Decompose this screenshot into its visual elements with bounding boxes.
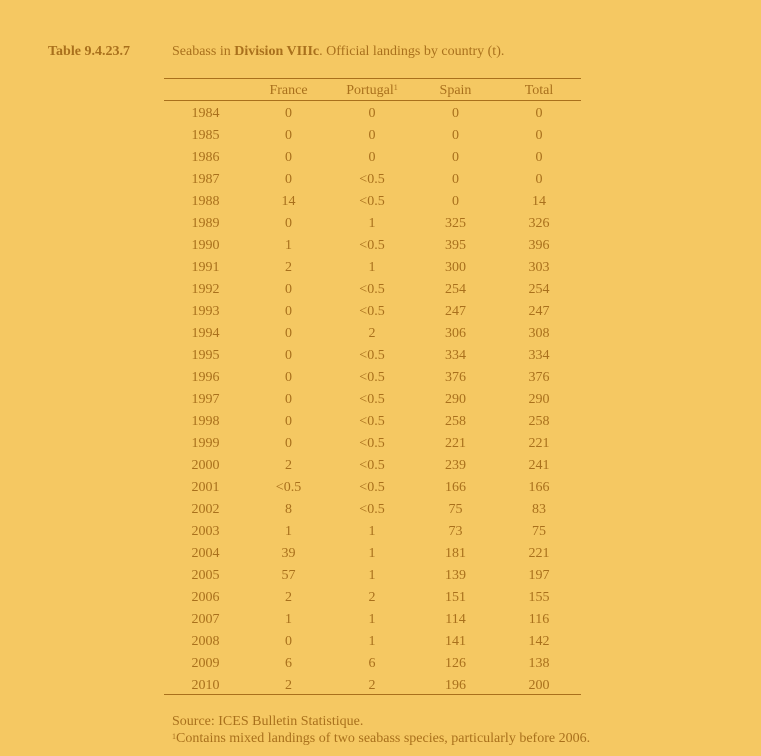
cell-total: 247 (528, 304, 550, 319)
cell-total: 0 (535, 172, 543, 187)
table-number: Table 9.4.23.7 (48, 44, 130, 59)
landings-table (164, 81, 581, 697)
cell-france: 0 (285, 304, 292, 319)
cell-year: 1992 (191, 282, 220, 297)
cell-portugal: 1 (368, 612, 376, 627)
cell-year: 1989 (191, 216, 220, 231)
table-row (164, 103, 581, 125)
cell-france: 0 (285, 370, 292, 385)
cell-total: 155 (528, 590, 550, 605)
cell-portugal: <0.5 (359, 348, 385, 363)
title-division: Division VIIIc (234, 44, 320, 59)
cell-france: 0 (285, 172, 292, 187)
cell-total: 376 (528, 370, 550, 385)
table-row (164, 235, 581, 257)
cell-total: 0 (535, 150, 543, 165)
cell-france: 0 (285, 634, 292, 649)
cell-year: 1985 (191, 128, 220, 143)
table-row (164, 147, 581, 169)
cell-portugal: 1 (368, 524, 376, 539)
cell-total: 254 (528, 282, 550, 297)
cell-total: 14 (532, 194, 546, 209)
cell-portugal: 6 (368, 656, 376, 671)
table-row (164, 323, 581, 345)
footnote-mark: 1 (172, 732, 176, 741)
cell-portugal: <0.5 (359, 172, 385, 187)
table-row (164, 653, 581, 675)
cell-year: 2010 (191, 678, 220, 693)
cell-year: 2002 (191, 502, 220, 517)
cell-france: 0 (285, 106, 292, 121)
table-row (164, 125, 581, 147)
cell-total: 241 (528, 458, 550, 473)
table-row (164, 521, 581, 543)
cell-france: 39 (281, 546, 296, 561)
cell-france: 2 (285, 260, 292, 275)
cell-france: 0 (285, 414, 292, 429)
table-notes (172, 713, 590, 747)
cell-spain: 258 (445, 414, 466, 429)
cell-spain: 75 (448, 502, 463, 517)
cell-total: 258 (528, 414, 550, 429)
table-header-row (164, 81, 581, 101)
cell-year: 1996 (191, 370, 220, 385)
cell-spain: 0 (452, 128, 459, 143)
cell-total: 303 (528, 260, 550, 275)
table-row (164, 169, 581, 191)
cell-portugal: <0.5 (359, 436, 385, 451)
table-row (164, 389, 581, 411)
cell-total: 83 (532, 502, 546, 517)
cell-france: 0 (285, 392, 292, 407)
cell-portugal: <0.5 (359, 392, 385, 407)
cell-year: 2007 (191, 612, 220, 627)
cell-france: <0.5 (275, 480, 302, 495)
table-row (164, 565, 581, 587)
cell-year: 2006 (191, 590, 220, 605)
cell-spain: 221 (445, 436, 466, 451)
title-suffix: . Official landings by country (t). (319, 44, 505, 59)
cell-spain: 0 (452, 194, 459, 209)
table-row (164, 191, 581, 213)
table-row (164, 631, 581, 653)
cell-portugal: <0.5 (359, 194, 385, 209)
cell-total: 197 (528, 568, 550, 583)
cell-spain: 114 (445, 612, 466, 627)
cell-portugal: 1 (368, 568, 376, 583)
cell-spain: 239 (445, 458, 466, 473)
cell-spain: 166 (445, 480, 466, 495)
table-row (164, 455, 581, 477)
table-row (164, 213, 581, 235)
cell-portugal: <0.5 (359, 458, 385, 473)
cell-france: 1 (285, 612, 292, 627)
cell-france: 0 (285, 150, 292, 165)
cell-year: 2001 (191, 480, 220, 495)
table-row (164, 301, 581, 323)
cell-total: 200 (528, 678, 550, 693)
cell-spain: 126 (445, 656, 466, 671)
cell-year: 1999 (191, 436, 220, 451)
header-total: Total (524, 83, 554, 98)
cell-year: 2005 (191, 568, 220, 583)
cell-portugal: 2 (368, 590, 376, 605)
cell-total: 142 (528, 634, 550, 649)
title-prefix: Seabass in (172, 44, 235, 59)
cell-portugal: 1 (368, 260, 376, 275)
table-row (164, 411, 581, 433)
cell-total: 396 (528, 238, 550, 253)
table-row (164, 279, 581, 301)
cell-year: 1993 (191, 304, 220, 319)
cell-year: 1986 (191, 150, 220, 165)
cell-year: 1998 (191, 414, 220, 429)
cell-total: 221 (528, 546, 550, 561)
cell-portugal: 1 (368, 546, 376, 561)
table-row (164, 433, 581, 455)
cell-spain: 0 (452, 150, 459, 165)
cell-france: 0 (285, 282, 292, 297)
cell-total: 326 (528, 216, 550, 231)
cell-spain: 73 (448, 524, 463, 539)
header-portugal (330, 81, 414, 101)
table-row (164, 499, 581, 521)
header-portugal-footnote-mark: 1 (393, 83, 398, 92)
cell-spain: 181 (445, 546, 466, 561)
cell-spain: 247 (445, 304, 466, 319)
table-row (164, 477, 581, 499)
cell-total: 290 (528, 392, 550, 407)
cell-portugal: 0 (368, 128, 376, 143)
footnote (172, 730, 590, 747)
table-row (164, 587, 581, 609)
cell-spain: 139 (445, 568, 466, 583)
cell-france: 2 (285, 458, 292, 473)
cell-france: 2 (285, 590, 292, 605)
cell-portugal: 1 (368, 634, 376, 649)
table-row (164, 257, 581, 279)
cell-france: 0 (285, 326, 292, 341)
cell-portugal: <0.5 (359, 238, 385, 253)
cell-spain: 151 (445, 590, 466, 605)
cell-year: 2000 (191, 458, 220, 473)
cell-portugal: 0 (368, 150, 376, 165)
cell-year: 1990 (191, 238, 220, 253)
cell-portugal: <0.5 (359, 282, 385, 297)
cell-portugal: <0.5 (359, 480, 385, 495)
table-row (164, 367, 581, 389)
cell-spain: 196 (445, 678, 466, 693)
cell-portugal: <0.5 (359, 414, 385, 429)
cell-france: 0 (285, 216, 292, 231)
table-row (164, 345, 581, 367)
cell-total: 166 (528, 480, 550, 495)
cell-france: 2 (285, 678, 292, 693)
cell-portugal: 0 (368, 106, 376, 121)
cell-spain: 306 (445, 326, 466, 341)
table-title (172, 44, 504, 60)
cell-total: 0 (535, 128, 543, 143)
table-row (164, 609, 581, 631)
cell-total: 138 (528, 656, 550, 671)
cell-portugal: <0.5 (359, 370, 385, 385)
cell-year: 1984 (191, 106, 220, 121)
source-note: Source: ICES Bulletin Statistique. (172, 714, 364, 729)
cell-year: 1991 (191, 260, 220, 275)
cell-spain: 395 (445, 238, 466, 253)
cell-france: 57 (281, 568, 296, 583)
cell-france: 0 (285, 348, 292, 363)
table-caption (0, 44, 761, 64)
cell-total: 334 (528, 348, 550, 363)
cell-spain: 300 (445, 260, 466, 275)
cell-portugal: 2 (368, 678, 376, 693)
cell-france: 0 (285, 128, 292, 143)
cell-year: 2008 (191, 634, 220, 649)
footnote-text: Contains mixed landings of two seabass species, particularly before 2006. (176, 731, 591, 746)
table-body (164, 103, 581, 697)
cell-year: 2003 (191, 524, 220, 539)
cell-total: 75 (532, 524, 546, 539)
cell-portugal: <0.5 (359, 304, 385, 319)
table-row (164, 675, 581, 697)
cell-france: 1 (285, 238, 292, 253)
cell-spain: 141 (445, 634, 466, 649)
cell-portugal: 2 (368, 326, 376, 341)
cell-france: 14 (281, 194, 296, 209)
table-row (164, 543, 581, 565)
header-portugal-label: Portugal (346, 83, 394, 98)
cell-portugal: 1 (368, 216, 376, 231)
cell-total: 221 (528, 436, 550, 451)
cell-france: 6 (285, 656, 292, 671)
cell-year: 1997 (191, 392, 220, 407)
header-spain: Spain (439, 83, 472, 98)
cell-spain: 0 (452, 172, 459, 187)
cell-portugal: <0.5 (359, 502, 385, 517)
cell-spain: 334 (445, 348, 466, 363)
cell-total: 0 (535, 106, 543, 121)
cell-france: 0 (285, 436, 292, 451)
cell-france: 8 (285, 502, 292, 517)
cell-year: 1994 (191, 326, 220, 341)
cell-spain: 290 (445, 392, 466, 407)
cell-total: 116 (528, 612, 550, 627)
cell-year: 2009 (191, 656, 220, 671)
cell-france: 1 (285, 524, 292, 539)
header-year (164, 81, 247, 101)
cell-year: 1988 (191, 194, 220, 209)
table-top-rule (164, 78, 581, 79)
cell-year: 1987 (191, 172, 220, 187)
header-france: France (269, 83, 308, 98)
cell-spain: 325 (445, 216, 466, 231)
cell-spain: 254 (445, 282, 466, 297)
cell-total: 308 (528, 326, 550, 341)
cell-year: 2004 (191, 546, 220, 561)
cell-spain: 0 (452, 106, 459, 121)
cell-year: 1995 (191, 348, 220, 363)
cell-spain: 376 (445, 370, 466, 385)
